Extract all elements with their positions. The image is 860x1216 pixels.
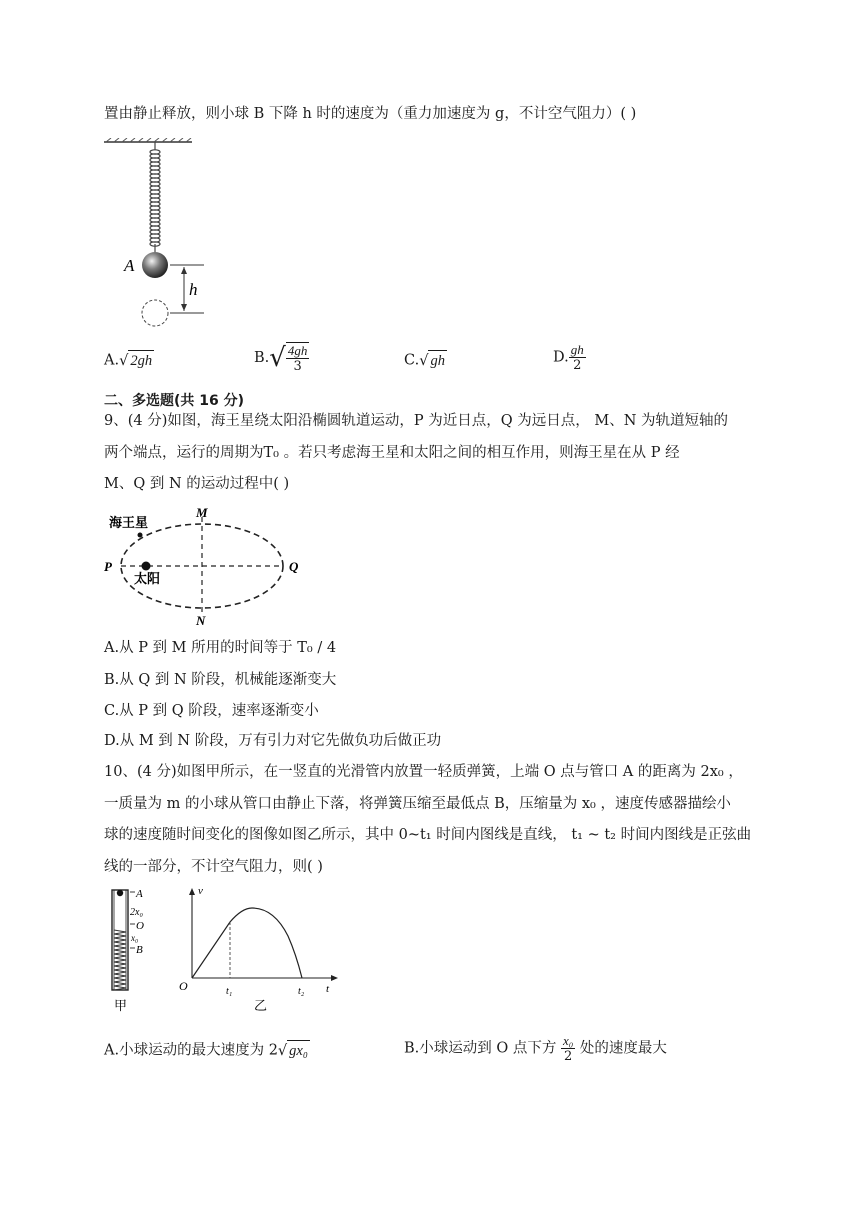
option-a-prefix: A.: [104, 352, 120, 369]
ball-released-position: [142, 300, 168, 326]
option-c-prefix: C.: [404, 352, 420, 369]
denominator: 3: [293, 359, 302, 374]
option-d-prefix: D.: [553, 349, 569, 366]
q10-line-2: 一质量为 m 的小球从管口由静止下落，将弹簧压缩至最低点 B，压缩量为 x₀ ，速度传感器描绘小: [104, 796, 731, 812]
radicand: gx₀: [287, 1040, 310, 1061]
p-label: P: [104, 559, 112, 574]
tube-spring-coil: [114, 934, 126, 938]
sqrt-expression: √ gh: [419, 350, 447, 371]
small-ball: [117, 890, 123, 896]
neptune-label: 海王星: [109, 515, 149, 530]
v-label: v: [198, 886, 203, 897]
tube-spring-coil: [114, 970, 126, 974]
tube-spring-coil: [114, 974, 126, 978]
numerator: gh: [570, 342, 584, 357]
q10-option-a[interactable]: [104, 1040, 310, 1061]
q10-line-4: 线的一部分，不计空气阻力，则( ): [104, 859, 323, 875]
option-b-text-post: 处的速度最大: [575, 1040, 667, 1057]
q9-option-a[interactable]: A.从 P 到 M 所用的时间等于 T₀ / 4: [104, 640, 337, 656]
tube-label-x0: x₀: [131, 933, 139, 943]
q10-line-1: 10、(4 分)如图甲所示，在一竖直的光滑管内放置一轻质弹簧，上端 O 点与管口 A 的距离为 2x₀ ，: [104, 764, 743, 780]
sqrt-expression: √ 2gh: [119, 350, 154, 371]
ball-a: [142, 252, 168, 278]
q10-option-b[interactable]: [404, 1033, 667, 1064]
tube-spring-coil: [114, 962, 126, 966]
q8-option-b[interactable]: B.√ $\frac{4gh}{3}$: [254, 343, 308, 374]
denominator: 2: [563, 1049, 573, 1064]
tube-spring-coil: [114, 982, 126, 986]
tube-label-o: O: [136, 920, 144, 932]
numerator: 4gh: [287, 343, 308, 358]
tube-spring-coil: [114, 954, 126, 958]
fraction: [286, 342, 310, 374]
q8-option-a[interactable]: [104, 350, 154, 371]
fig-label-a: A: [124, 256, 135, 275]
option-a-text: A.小球运动的最大速度为 2: [104, 1042, 278, 1059]
fraction: [569, 342, 586, 373]
q9-option-b[interactable]: B.从 Q 到 N 阶段，机械能逐渐变大: [104, 672, 337, 688]
tube-spring-coil: [114, 950, 126, 954]
sun-label: 太阳: [134, 571, 161, 586]
numerator: x₀: [562, 1033, 574, 1048]
tube-spring-coil: [114, 978, 126, 982]
tube-figure: [108, 886, 168, 1016]
tube-spring-coil: [114, 946, 126, 950]
q8-option-d[interactable]: [553, 342, 586, 373]
q-label: Q: [289, 559, 299, 574]
tube-label-a: A: [136, 888, 143, 900]
fig-jia-label: 甲: [114, 998, 128, 1013]
option-b-prefix: B.: [254, 350, 270, 366]
q9-line-1: 9、(4 分)如图，海王星绕太阳沿椭圆轨道运动，P 为近日点，Q 为远日点， M、N 为轨道短轴的: [104, 413, 728, 429]
q8-option-c[interactable]: [404, 350, 447, 371]
option-b-text-pre: B.小球运动到 O 点下方: [404, 1040, 561, 1057]
tube-spring-coil: [114, 958, 126, 962]
sun-dot: [142, 562, 151, 571]
m-label: M: [196, 505, 208, 520]
fig-label-h: h: [189, 280, 198, 299]
tube-spring-coil: [114, 966, 126, 970]
t-label: t: [326, 983, 330, 995]
tube-spring-coil: [114, 930, 126, 934]
q8-stem-tail: 置由静止释放，则小球 B 下降 h 时的速度为（重力加速度为 g，不计空气阻力）( ): [104, 106, 637, 122]
q9-line-3: M、Q 到 N 的运动过程中( ): [104, 476, 290, 492]
velocity-curve: [192, 908, 302, 978]
section-title: 二、多选题(共 16 分): [104, 393, 245, 409]
tube-label-b: B: [136, 944, 143, 956]
spring-figure: [104, 138, 214, 328]
radicand: 2gh: [128, 350, 154, 371]
fraction: [561, 1033, 575, 1064]
tube-spring-coil: [114, 942, 126, 946]
q9-option-c[interactable]: C.从 P 到 Q 阶段，速率逐渐变小: [104, 703, 319, 719]
radicand: gh: [428, 350, 447, 371]
vt-graph: [176, 886, 346, 1016]
fig-yi-label: 乙: [254, 998, 268, 1013]
orbit-figure: [104, 505, 304, 627]
q9-line-2: 两个端点，运行的周期为T₀ 。若只考虑海王星和太阳之间的相互作用，则海王星在从 P 经: [104, 445, 680, 461]
t1-label: t₁: [226, 986, 233, 997]
origin-label: O: [179, 979, 188, 993]
n-label: N: [196, 613, 206, 627]
q9-option-d[interactable]: D.从 M 到 N 阶段，万有引力对它先做负功后做正功: [104, 733, 442, 749]
q10-line-3: 球的速度随时间变化的图像如图乙所示，其中 0~t₁ 时间内图线是直线， t₁ ~ t₂ 时间内图线是正弦曲: [104, 827, 752, 843]
t2-label: t₂: [298, 986, 305, 997]
neptune-dot: [138, 533, 143, 538]
tube-spring-coil: [114, 938, 126, 942]
tube-label-2x0: 2x₀: [130, 907, 143, 918]
denominator: 2: [573, 358, 582, 373]
sqrt-expression: √ gx₀: [278, 1040, 310, 1061]
